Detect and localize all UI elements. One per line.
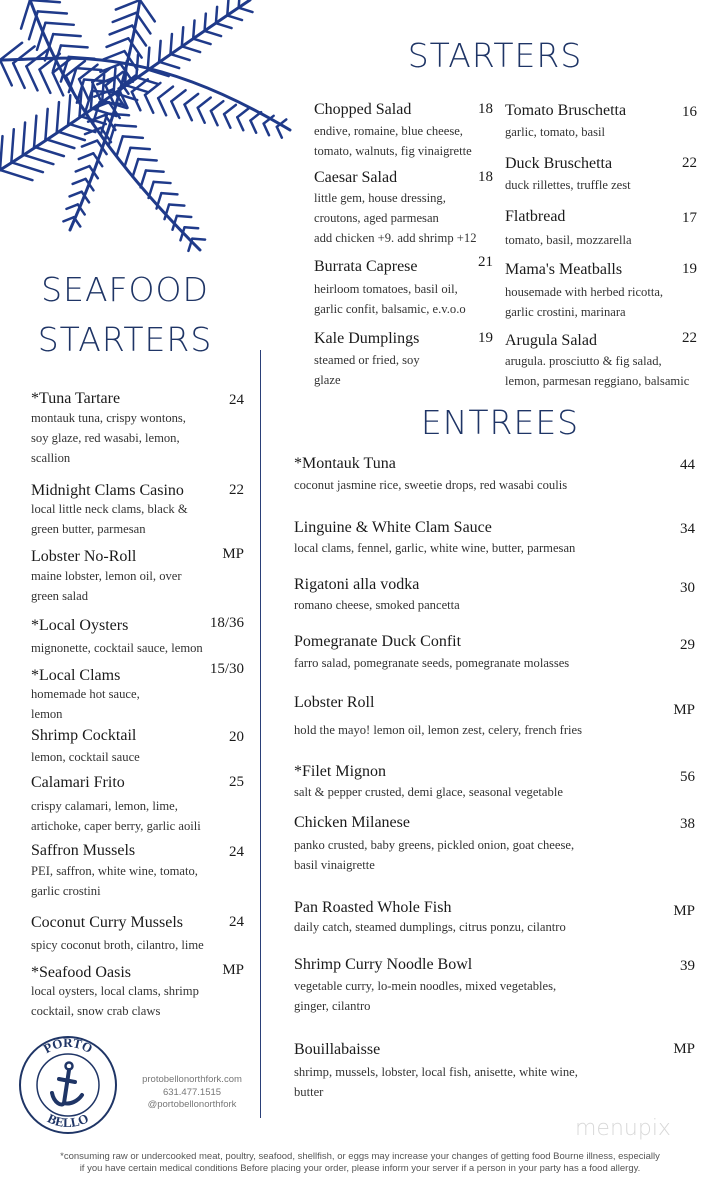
item-price: 18 [478, 169, 493, 185]
logo-bottom-text: BELLO [45, 1110, 91, 1131]
item-price: 22 [682, 330, 697, 346]
leaf-blade [227, 0, 228, 15]
item-price: MP [222, 962, 244, 978]
description-line: little gem, house dressing, [314, 191, 446, 205]
leaf-blade [73, 179, 86, 184]
description-line: mignonette, cocktail sauce, lemon [31, 641, 203, 655]
item-price: MP [673, 1041, 695, 1057]
item-name: *Local Clams [31, 667, 121, 684]
leaf-blade [211, 101, 223, 111]
description-line: glaze [314, 373, 341, 387]
description-line: coconut jasmine rice, sweetie drops, red wasabi coulis [294, 478, 568, 492]
item-name: Tomato Bruschetta [505, 102, 627, 119]
website-link[interactable]: protobellonorthfork.com [142, 1074, 242, 1085]
leaf-blade [205, 14, 206, 31]
description-line: montauk tuna, crispy wontons, [31, 411, 186, 425]
item-price: 15/30 [209, 661, 244, 677]
leaf-blade [216, 23, 232, 28]
leaf-blade [192, 239, 205, 240]
leaf-blade [148, 48, 150, 70]
item-name: Saffron Mussels [31, 842, 136, 859]
leaf-blade [23, 122, 25, 154]
item-price: 34 [680, 521, 695, 537]
column-divider [260, 350, 261, 1118]
description-line: ginger, cilantro [294, 999, 371, 1013]
item-price: 22 [682, 155, 697, 171]
palm-leaves-illustration [0, 0, 300, 270]
leaf-blade [130, 148, 149, 149]
description-line: butter [294, 1085, 324, 1099]
item-price: 24 [229, 914, 244, 930]
description-line: shrimp, mussels, lobster, local fish, anisette, white wine, [294, 1065, 578, 1079]
description-line: daily catch, steamed dumplings, citrus ponzu, cilantro [294, 920, 566, 934]
description-line: basil vinaigrette [294, 858, 375, 872]
item-description [31, 796, 256, 836]
item-description [294, 782, 694, 802]
item-description [31, 747, 256, 767]
leaf-blade [102, 75, 104, 101]
leaf-blade [158, 87, 173, 99]
phone-number: 631.477.1515 [162, 1086, 222, 1098]
description-line: lemon [31, 707, 63, 721]
description-line: tomato, basil, mozzarella [505, 233, 632, 247]
description-line: garlic confit, balsamic, e.v.o.o [314, 302, 466, 316]
leaf-blade [198, 98, 211, 108]
item-description [294, 720, 694, 740]
item-name: Duck Bruschetta [505, 155, 613, 172]
item-name: Coconut Curry Mussels [31, 914, 183, 931]
leaf-blade [239, 0, 240, 8]
description-line: steamed or fried, soy [314, 353, 420, 367]
leaf-blade [182, 46, 200, 52]
leaf-blade [29, 11, 38, 39]
description-line: crispy calamari, lemon, lime, [31, 799, 178, 813]
item-name: *Montauk Tuna [294, 455, 396, 472]
description-line: garlic crostini [31, 884, 101, 898]
leaf-blade [26, 66, 37, 90]
item-name: Chicken Milanese [294, 814, 410, 831]
item-description [31, 935, 256, 955]
item-description [505, 351, 720, 391]
description-line: vegetable curry, lo-mein noodles, mixed vegetables, [294, 979, 557, 993]
leaf-blade [239, 8, 253, 12]
leaf-blade [117, 136, 123, 155]
description-line: local oysters, local clams, shrimp [31, 984, 199, 998]
item-description [314, 279, 494, 319]
description-line: panko crusted, baby greens, pickled onion, goat cheese, [294, 838, 575, 852]
item-name: Lobster No-Roll [31, 548, 137, 565]
leaf-blade [45, 109, 47, 139]
leaf-blade [146, 170, 164, 171]
leaf-blade [76, 166, 90, 171]
description-line: arugula. prosciutto & fig salad, [505, 354, 662, 368]
item-name: Lobster Roll [294, 694, 375, 711]
item-price: MP [222, 546, 244, 562]
item-name: *Local Oysters [31, 617, 129, 634]
item-price: 44 [680, 457, 695, 473]
leaf-blade [205, 31, 222, 36]
item-price: 20 [229, 729, 244, 745]
item-name: Calamari Frito [31, 774, 125, 791]
item-description [294, 538, 694, 558]
leaf-blade [103, 51, 124, 59]
item-price: 24 [229, 844, 244, 860]
leaf-blade [66, 204, 77, 208]
description-line: farro salad, pomegranate seeds, pomegranate molasses [294, 656, 570, 670]
leaf-blade [277, 127, 282, 138]
leaf-blade [264, 124, 269, 136]
leaf-blade [171, 90, 185, 101]
leaf-blade [136, 54, 138, 77]
description-line: croutons, aged parmesan [314, 211, 439, 225]
leaf-blade [149, 182, 154, 198]
item-name: Pan Roasted Whole Fish [294, 899, 452, 916]
item-price: MP [673, 702, 695, 718]
description-line: lemon, cocktail sauce [31, 750, 140, 764]
logo-top-text: PORTO [40, 1035, 96, 1057]
description-line: duck rillettes, truffle zest [505, 178, 631, 192]
description-line: homemade hot sauce, [31, 687, 140, 701]
description-line: housemade with herbed ricotta, [505, 285, 664, 299]
leaf-blade [0, 136, 3, 170]
consumer-advisory [0, 1151, 720, 1175]
leaf-blade [82, 141, 97, 147]
leaf-blade [170, 34, 171, 54]
leaf-blade [237, 117, 243, 130]
leaf-blade [115, 125, 136, 127]
leaf-blade [224, 114, 230, 128]
leaf-blade [34, 147, 64, 156]
leaf-blade [145, 83, 160, 95]
item-name: Flatbread [505, 208, 566, 225]
item-name: Linguine & White Clam Sauce [294, 519, 492, 536]
item-price: 24 [229, 392, 244, 408]
leaf-blade [45, 139, 74, 148]
description-line: cocktail, snow crab claws [31, 1004, 161, 1018]
item-price: 21 [478, 254, 493, 270]
leaf-blade [11, 129, 13, 162]
leaf-blade [169, 205, 184, 206]
item-name: *Seafood Oasis [31, 964, 131, 981]
leaf-blade [61, 45, 88, 47]
item-description [314, 188, 494, 248]
item-description [294, 595, 694, 615]
leaf-blade [45, 23, 73, 25]
leaf-blade [185, 105, 192, 121]
leaf-blade [123, 136, 143, 137]
anchor-icon [52, 1063, 82, 1105]
item-description [294, 1062, 694, 1102]
leaf-blade [161, 193, 177, 194]
description-line: local clams, fennel, garlic, white wine, butter, parmesan [294, 541, 576, 555]
leaf-blade [11, 162, 43, 172]
leaf-blade [170, 54, 189, 60]
description-line: hold the mayo! lemon oil, lemon zest, celery, french fries [294, 723, 583, 737]
seafood-heading-line2: STARTERS [37, 320, 213, 359]
item-description [505, 282, 720, 322]
leaf-blade [159, 62, 179, 68]
description-line: artichoke, caper berry, garlic aoili [31, 819, 201, 833]
leaf-blade [125, 148, 131, 166]
item-description [31, 638, 256, 658]
leaf-blade [113, 13, 136, 22]
description-line: salt & pepper crusted, demi glace, seasonal vegetable [294, 785, 563, 799]
item-name: *Filet Mignon [294, 763, 387, 780]
item-price: 17 [682, 210, 697, 226]
item-price: 16 [682, 104, 697, 120]
leaf-blade [185, 227, 199, 228]
leaf-blade [100, 64, 120, 72]
item-price: 30 [680, 580, 695, 596]
item-description [31, 566, 256, 606]
leaf-blade [23, 155, 54, 165]
footnote-line-1: *consuming raw or undercooked meat, poultry, seafood, shellfish, or eggs may increase your changes of getting food Bourne illness, especially [60, 1151, 660, 1162]
item-price: 29 [680, 637, 695, 653]
leaf-blade [140, 0, 155, 21]
leaf-blade [138, 159, 156, 160]
item-description [505, 175, 720, 195]
leaf-blade [198, 108, 205, 123]
leaf-blade [40, 70, 51, 93]
svg-text:PORTO [41, 1035, 95, 1056]
item-name: Shrimp Curry Noodle Bowl [294, 956, 473, 973]
leaf-blade [79, 153, 94, 159]
item-description [314, 350, 494, 390]
item-price: 18/36 [209, 615, 244, 631]
leaf-blade [154, 182, 171, 183]
item-name: Caesar Salad [314, 169, 398, 186]
item-description [294, 917, 694, 937]
item-name: Pomegranate Duck Confit [294, 633, 462, 650]
item-description [31, 981, 256, 1021]
leaf-blade [0, 170, 32, 180]
leaf-blade [216, 7, 217, 23]
description-line: soy glaze, red wasabi, lemon, [31, 431, 180, 445]
item-price: 25 [229, 774, 244, 790]
description-line: garlic crostini, marinara [505, 305, 626, 319]
leaf-blade [76, 68, 101, 70]
leaf-blade [13, 63, 24, 88]
entrees-heading: ENTREES [420, 403, 580, 442]
item-name: Arugula Salad [505, 332, 597, 349]
porto-bello-logo [18, 1035, 118, 1135]
item-name: Midnight Clams Casino [31, 482, 184, 499]
description-line: green butter, parmesan [31, 522, 146, 536]
item-description [294, 653, 694, 673]
description-line: endive, romaine, blue cheese, [314, 124, 463, 138]
svg-text:BELLO [45, 1110, 90, 1130]
item-name: Mama's Meatballs [505, 261, 623, 278]
description-line: lemon, parmesan reggiano, balsamic [505, 374, 690, 388]
description-line: PEI, saffron, white wine, tomato, [31, 864, 198, 878]
footnote-line-2: if you have certain medical conditions Before placing your order, please inform your server if a person in your party has a food allergy. [79, 1163, 641, 1174]
description-line: spicy coconut broth, cilantro, lime [31, 938, 204, 952]
leaf-blade [141, 170, 146, 187]
item-price: 22 [229, 482, 244, 498]
leaf-blade [132, 92, 141, 110]
description-line: add chicken +9. add shrimp +12 [314, 231, 477, 245]
leaf-blade [145, 95, 153, 113]
description-line: local little neck clams, black & [31, 502, 188, 516]
leaf-blade [185, 94, 199, 105]
item-name: Shrimp Cocktail [31, 727, 137, 744]
leaf-blade [79, 65, 97, 79]
item-price: 18 [478, 101, 493, 117]
item-price: 38 [680, 816, 695, 832]
leaf-blade [227, 15, 242, 20]
item-name: Kale Dumplings [314, 330, 420, 347]
seafood-heading-line1: SEAFOOD [41, 270, 209, 309]
item-description [31, 499, 256, 539]
item-description [31, 684, 256, 724]
leaf-blade [193, 39, 210, 44]
item-price: 19 [682, 261, 697, 277]
leaf-blade [158, 98, 166, 115]
leaf-blade [21, 0, 30, 29]
item-description [294, 976, 694, 1016]
social-handle: @portobellonorthfork [147, 1099, 237, 1110]
leaf-blade [70, 192, 82, 197]
item-name: Chopped Salad [314, 101, 412, 118]
description-line: romano cheese, smoked pancetta [294, 598, 460, 612]
leaf-blade [250, 112, 261, 120]
leaf-blade [38, 11, 67, 13]
leaf-blade [0, 60, 12, 85]
item-description [31, 408, 256, 468]
leaf-blade [133, 159, 139, 177]
leaf-blade [116, 0, 140, 10]
item-description [505, 230, 720, 250]
description-line: heirloom tomatoes, basil oil, [314, 282, 458, 296]
leaf-blade [136, 13, 150, 34]
leaf-blade [63, 217, 73, 221]
description-line: garlic, tomato, basil [505, 125, 606, 139]
item-description [314, 121, 494, 161]
description-line: tomato, walnuts, fig vinaigrette [314, 144, 472, 158]
item-price: 19 [478, 330, 493, 346]
leaf-blade [34, 116, 36, 147]
leaf-blade [193, 20, 194, 38]
contact-info [142, 1074, 242, 1112]
leaf-blade [171, 101, 179, 117]
description-line: green salad [31, 589, 88, 603]
item-name: *Tuna Tartare [31, 390, 121, 407]
leaf-blade [211, 111, 218, 125]
item-description [505, 122, 720, 142]
description-line: maine lobster, lemon oil, over [31, 569, 182, 583]
leaf-blade [237, 108, 248, 117]
item-name: Burrata Caprese [314, 258, 418, 275]
leaf-blade [30, 0, 60, 2]
leaf-blade [57, 102, 59, 131]
leaf-blade [224, 105, 236, 114]
item-description [31, 861, 256, 901]
item-name: Bouillabaisse [294, 1041, 381, 1058]
leaf-blade [68, 95, 70, 123]
leaf-blade [110, 26, 133, 35]
watermark: menupix [575, 1116, 671, 1141]
leaf-blade [53, 34, 80, 36]
item-description [294, 835, 694, 875]
leaf-blade [159, 41, 161, 62]
item-description [294, 475, 694, 495]
item-name: Rigatoni alla vodka [294, 576, 420, 593]
starters-heading: STARTERS [407, 36, 583, 75]
leaf-blade [57, 131, 85, 140]
item-price: 39 [680, 958, 695, 974]
description-line: scallion [31, 451, 71, 465]
leaf-blade [182, 27, 183, 46]
leaf-blade [250, 120, 256, 132]
leaf-blade [177, 216, 191, 217]
leaf-blade [107, 38, 129, 47]
item-price: 56 [680, 769, 695, 785]
item-price: MP [673, 903, 695, 919]
